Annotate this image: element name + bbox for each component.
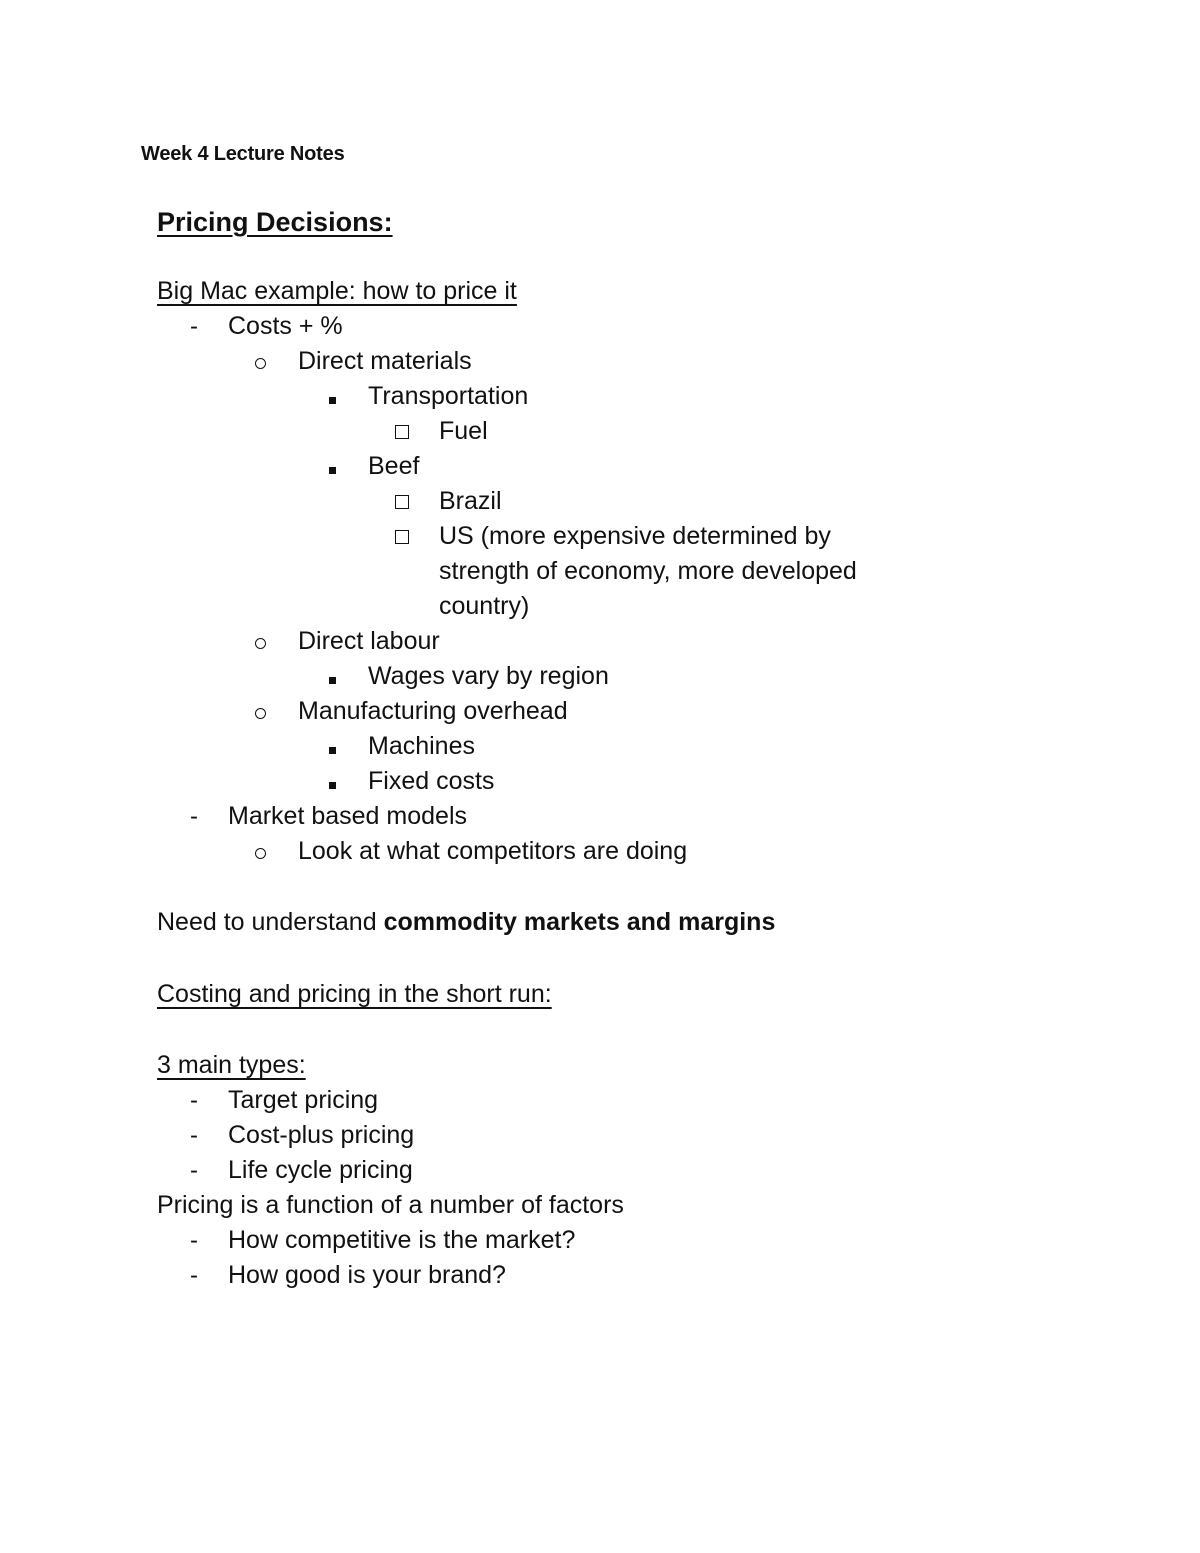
square-bullet-icon: [329, 449, 336, 484]
list-item: - How good is your brand?: [157, 1258, 1057, 1293]
circle-bullet-icon: [255, 694, 266, 729]
list-item: - Costs + %: [157, 309, 1057, 344]
list-item: - Cost-plus pricing: [157, 1118, 1057, 1153]
dash-bullet: -: [190, 1087, 198, 1114]
section-heading-types: 3 main types:: [157, 1051, 306, 1079]
square-bullet-icon: [329, 659, 336, 694]
types-list: [157, 1083, 1057, 1188]
square-bullet-icon: [329, 379, 336, 414]
list-item: Fixed costs: [157, 764, 1057, 799]
square-bullet-icon: [329, 764, 336, 799]
section-heading-short-run: Costing and pricing in the short run:: [157, 980, 552, 1008]
dash-bullet: -: [190, 313, 198, 340]
dash-bullet: -: [190, 1122, 198, 1149]
dash-bullet: -: [190, 1157, 198, 1184]
square-bullet-icon: [329, 729, 336, 764]
list-item: Transportation: [157, 379, 1057, 414]
box-bullet-icon: [395, 484, 409, 519]
doc-header: Week 4 Lecture Notes: [141, 143, 345, 165]
list-item: Wages vary by region: [157, 659, 1057, 694]
list-item: Look at what competitors are doing: [157, 834, 1057, 869]
list-item: US (more expensive determined by strength of economy, more developed country): [157, 519, 879, 624]
list-item: - Target pricing: [157, 1083, 1057, 1118]
section-heading-big-mac: Big Mac example: how to price it: [157, 277, 517, 305]
commodity-sentence: Need to understand commodity markets and margins: [157, 908, 776, 936]
list-item: - Market based models: [157, 799, 1057, 834]
doc-content: [157, 203, 1057, 1293]
list-item: Fuel: [157, 414, 1057, 449]
page-title: Pricing Decisions:: [157, 207, 393, 237]
list-item: - Life cycle pricing: [157, 1153, 1057, 1188]
list-item: Manufacturing overhead: [157, 694, 1057, 729]
list-item: Beef: [157, 449, 1057, 484]
list-item: Brazil: [157, 484, 1057, 519]
list-item: Direct materials: [157, 344, 1057, 379]
circle-bullet-icon: [255, 834, 266, 869]
circle-bullet-icon: [255, 344, 266, 379]
box-bullet-icon: [395, 519, 409, 554]
dash-bullet: -: [190, 803, 198, 830]
factors-list: [157, 1223, 1057, 1293]
dash-bullet: -: [190, 1262, 198, 1289]
list-item: Machines: [157, 729, 1057, 764]
list-item: - How competitive is the market?: [157, 1223, 1057, 1258]
big-mac-list: [157, 309, 1057, 869]
list-item: Direct labour: [157, 624, 1057, 659]
box-bullet-icon: [395, 414, 409, 449]
factors-intro: Pricing is a function of a number of factors: [157, 1191, 624, 1219]
circle-bullet-icon: [255, 624, 266, 659]
dash-bullet: -: [190, 1227, 198, 1254]
